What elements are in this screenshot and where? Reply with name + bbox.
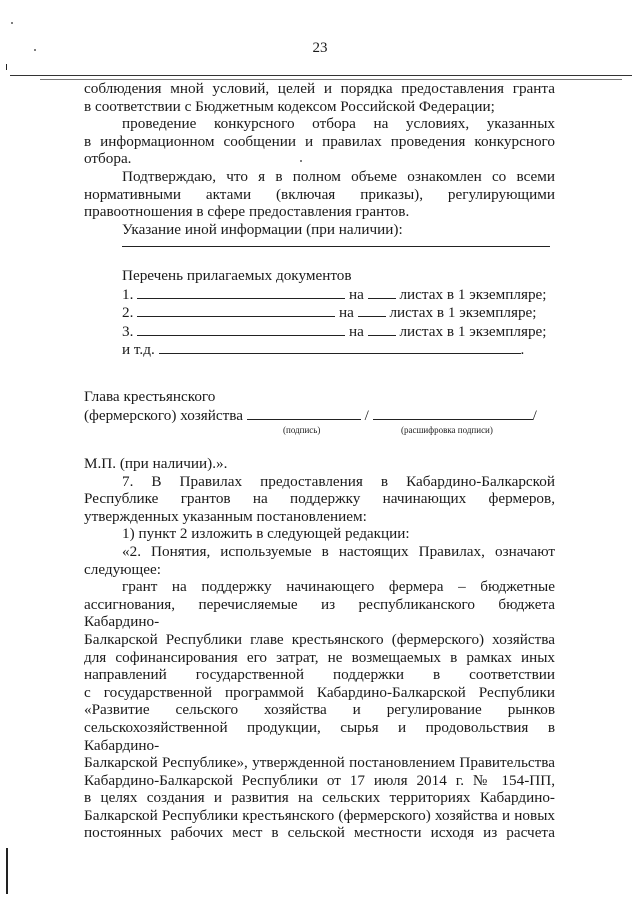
section-7: [84, 455, 555, 842]
grant-def-line-7: «Развитие сельского хозяйства и регулирование рынков: [84, 701, 555, 719]
signature-role-line-1: Глава крестьянского: [84, 388, 216, 405]
scan-edge-mark: [6, 64, 7, 70]
section7-line-6: следующее:: [84, 560, 161, 578]
grant-def-line-3: Балкарской Республики главе крестьянского (фермерского) хозяйства: [84, 630, 555, 648]
signature-line: [247, 406, 361, 420]
document-item-1: 1. на листах в 1 экземпляре;: [122, 285, 547, 303]
other-info-line: [122, 246, 550, 247]
grant-def-line-2: ассигнования, перечисляемые из республиканского бюджета Кабардино-: [84, 595, 555, 631]
paragraph-2-line-2: в информационном сообщении и правилах проведения конкурсного: [84, 132, 555, 150]
document-item-etc: и т.д. .: [122, 341, 525, 359]
paragraph-1-line-1: соблюдения мной условий, целей и порядка предоставления гранта: [84, 80, 555, 97]
etc-line: [159, 340, 521, 354]
scan-speck: [11, 22, 13, 24]
grant-def-line-9: Балкарской Республике», утвержденной постановлением Правительства: [84, 754, 555, 772]
grant-def-line-12: Балкарской Республики крестьянского (фермерского) хозяйства и новых: [84, 806, 555, 824]
seal-note: М.П. (при наличии).».: [84, 455, 228, 472]
section7-line-5: «2. Понятия, используемые в настоящих Правилах, означают: [122, 542, 555, 560]
other-info-label: Указание иной информации (при наличии):: [122, 220, 403, 238]
document-name-line: [137, 322, 345, 336]
signature-decode-line: [373, 406, 533, 420]
paragraph-2-line-1: проведение конкурсного отбора на условиях, указанных: [122, 115, 555, 133]
grant-def-line-4: для софинансирования его затрат, не возмещаемых в рамках иных: [84, 648, 555, 666]
document-item-3: 3. на листах в 1 экземпляре;: [122, 322, 547, 340]
grant-def-line-5: направлений государственной поддержки в соответствии: [84, 666, 555, 684]
section7-line-2: Республике грантов на поддержку начинающих фермеров,: [84, 490, 555, 508]
attached-documents: [122, 267, 562, 359]
grant-def-line-6: с государственной программой Кабардино-Балкарской Республики: [84, 683, 555, 701]
section7-line-4: 1) пункт 2 изложить в следующей редакции:: [122, 525, 410, 543]
paragraph-1-line-2: в соответствии с Бюджетным кодексом Российской Федерации;: [84, 97, 495, 115]
caption-signature-decode: (расшифровка подписи): [401, 425, 493, 435]
section7-line-3: утвержденных указанным постановлением:: [84, 507, 367, 525]
caption-signature: (подпись): [283, 425, 321, 435]
signature-block: [84, 388, 564, 424]
paragraph-2-line-3: отбора.: [84, 150, 132, 168]
grant-def-line-8: сельскохозяйственной продукции, сырья и продовольствия в Кабардино-: [84, 718, 555, 754]
sheet-count-line: [368, 322, 396, 336]
grant-def-line-11: в целях создания и развития на сельских территориях Кабардино-: [84, 789, 555, 807]
document-name-line: [137, 285, 345, 299]
scan-edge-mark: [6, 848, 8, 894]
sheet-count-line: [358, 303, 386, 317]
documents-title: Перечень прилагаемых документов: [122, 267, 352, 284]
section7-line-1: 7. В Правилах предоставления в Кабардино-Балкарской: [122, 472, 555, 490]
signature-role-line-2: (фермерского) хозяйства / /: [84, 406, 537, 424]
grant-def-line-13: постоянных рабочих мест в сельской местности исходя из расчета: [84, 824, 555, 842]
grant-def-line-10: Кабардино-Балкарской Республики от 17 июля 2014 г. № 154-ПП,: [84, 771, 555, 789]
document-name-line: [137, 303, 335, 317]
sheet-count-line: [368, 285, 396, 299]
header-rule: [10, 75, 632, 76]
document-item-2: 2. на листах в 1 экземпляре;: [122, 304, 537, 322]
page-number: 23: [312, 40, 328, 56]
scan-speck: [34, 49, 36, 51]
grant-def-line-1: грант на поддержку начинающего фермера – бюджетные: [122, 578, 555, 596]
paragraph-3-line-2: нормативными актами (включая приказы), регулирующими: [84, 185, 555, 203]
paragraph-3-line-1: Подтверждаю, что я в полном объеме ознакомлен со всеми: [122, 167, 555, 185]
intro-paragraphs: [84, 80, 555, 238]
paragraph-3-line-3: правоотношения в сфере предоставления грантов.: [84, 203, 410, 221]
